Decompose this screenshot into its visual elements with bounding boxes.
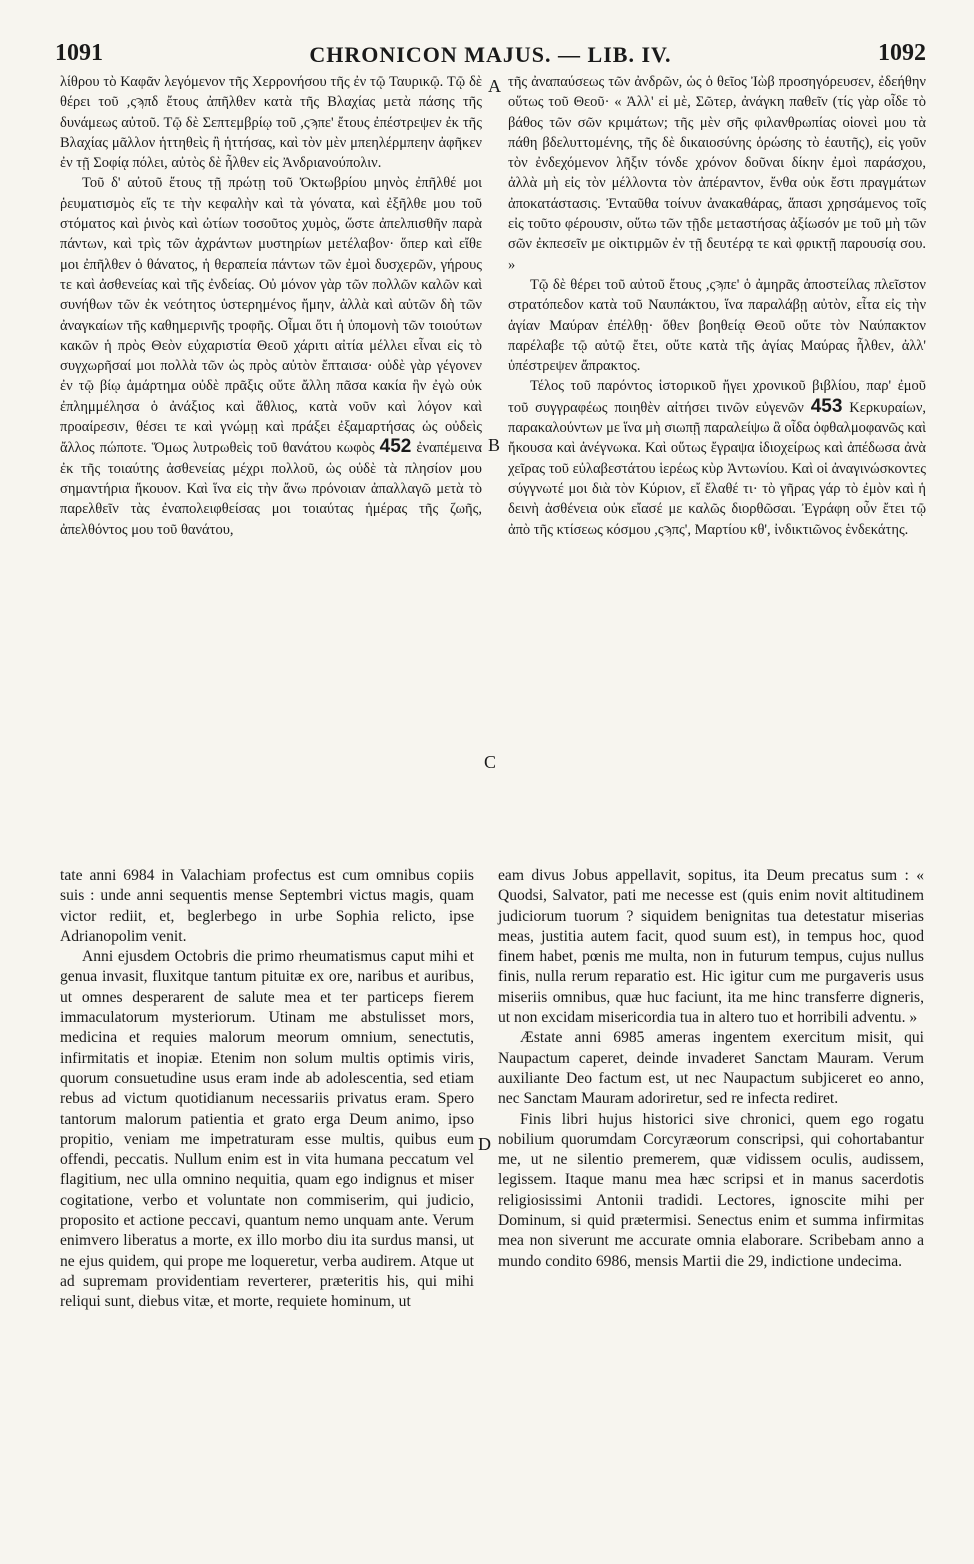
column-number-452: 452 <box>379 436 412 458</box>
latin-text-left-column <box>60 866 474 1313</box>
latin-right-paragraph-1: eam divus Jobus appellavit, sopitus, ita Deum precatus sum : « Quodsi, Salvator, pati me necesse est (quis enim novit altitudinem judiciorum tuorum ? siquidem benignitas tua detestatur miserias meas, justitia autem facit, quod suum est), in tempus hoc, quod finem habet, pœnis me multa, non in futurum tempus, cujus nullus finis, nulla rerum reparatio est. Hic igitur cum me purgaveris usus miseriis omnibus, quæ huc faciunt, ita me hinc transferre digneris, ut non excidam misericordia tua in altero tuo et horribili adventu. » <box>498 867 924 1027</box>
greek-right-paragraph-1: τῆς ἀναπαύσεως τῶν ἀνδρῶν, ὡς ὁ θεῖος Ἰὼβ προσηγόρευσεν, ἐδεήθην οὕτως τοῦ Θεοῦ· « Ἀλλ' εἰ μὲ, Σῶτερ, ἀνάγκη παθεῖν (τίς γὰρ οἶδε τὸ βάθος τῶν σῶν κριμάτων; τῆς μὲν σῆς φιλανθρωπίας οἱονεὶ μου τὰ πάθη βδελυττομένης, τῆς δὲ δικαιοσύνης ὁρώσης τὸ ἑαυτῆς), εἰς γοῦν τὸν ἐνδεχόμενον λῆξιν τόνδε χρόνον δοῦναι δίκην ἐμοὶ παράσχου, ἀλλὰ μὴ εἰς τὸν μέλλοντα τὸν ἀπέραντον, ἔνθα οὐκ ἔστι πραγμάτων ἀποκατάστασις. Ἐνταῦθα τοίνυν ἀνακαθάρας, ἅπασι χρησάμενος τοῖς εἰς τοῦτο φέρουσιν, οὕτω τῶν τῇδε μεταστήσας ἀξίωσόν με τοῦ μὴ τῶν σῶν ἐκπεσεῖν με οἰκτιρμῶν ἐν τῇ δευτέρᾳ τε καὶ φρικτῇ παρουσίᾳ σου. » <box>508 74 926 273</box>
page-number-right: 1092 <box>878 40 926 66</box>
margin-marker-d: D <box>478 1134 491 1154</box>
greek-right-paragraph-3-a: Τέλος τοῦ παρόντος ἱστορικοῦ ἤγει χρονικοῦ βιβλίου, παρ' ἐμοῦ τοῦ συγγραφέως ποιηθὲν αἰτήσει τινῶν εὐγενῶν <box>508 378 926 416</box>
greek-left-paragraph-2 <box>60 173 482 539</box>
column-number-453: 453 <box>810 395 843 417</box>
greek-right-paragraph-3 <box>508 376 926 539</box>
greek-right-paragraph-2: Τῷ δὲ θέρει τοῦ αὐτοῦ ἔτους ,ςϡπε' ὁ ἀμηρᾶς ἀποστείλας πλεῖστον στρατόπεδον κατὰ τοῦ Ναυπάκτου, ἵνα παραλάβῃ αὐτὸν, εἶτα εἰς τὴν ἁγίαν Μαύραν ἐπέλθῃ· ὅθεν βοηθείᾳ Θεοῦ οὔτε τὸν Ναύπακτον παρέλαβε τῷ αὐτῷ ἔτει, οὔτε κατὰ τῆς ἁγίας Μαύρας ἦλθεν, ἀλλ' ὑπέστρεψεν ἄπρακτος. <box>508 276 926 375</box>
greek-text-right-column <box>508 72 926 540</box>
margin-marker-a: A <box>488 76 501 96</box>
margin-marker-b: B <box>488 435 501 455</box>
greek-text-left-column <box>60 72 482 540</box>
latin-text-right-column <box>498 866 924 1272</box>
margin-marker-c: C <box>484 752 497 772</box>
greek-left-paragraph-2-a: Τοῦ δ' αὐτοῦ ἔτους τῇ πρώτῃ τοῦ Ὀκτωβρίου μηνὸς ἐπῆλθέ μοι ῥευματισμὸς εἴς τε τὴν κεφαλὴν καὶ τὰ γόνατα, καὶ ἐξῆλθε μου τοῦ στόματος καὶ ῥινὸς καὶ ὠτίων τοσοῦτος χυμὸς, ὥστε ἀπελπισθῆν παρὰ πάντων, καὶ τρὶς τῶν ἀχράντων μυστηρίων μετέλαβον· ὅπερ καὶ εἴθε μοι ἐπῆλθεν ὁ θάνατος, ἡ θεραπεία πάντων τῶν ἐμοὶ δυσχερῶν, γήρους τε καὶ ἀσθενείας καὶ τῆς ἐνδείας. Οὐ μόνον γὰρ τῶν πολλῶν καλῶν καὶ συνήθων τῶν ἐκ νεότητος ὑστερημένος ἤμην, ἀλλὰ καὶ αὐτῶν δὴ τῶν ἀναγκαίων τῆς καθημερινῆς τροφῆς. Οἶμαι ὅτι ἡ ὑπομονὴ τῶν τοιούτων κακῶν ἡ πρὸς Θεὸν εὐχαριστία Θεοῦ χάριτι αἰτία μέλλει εἶναι εἰς τὸ συγχωρῆσαί μοι πολλὰ τῶν ὡς πρὸς αὐτὸν ἔπταισα· οὐδὲ γὰρ γέγονεν ἐν τῷ βίῳ ἁμάρτημα οὐδὲ πρᾶξις οὔτε ἄλλη πᾶσα κακία ἣν ἐγὼ οὐκ ἐπλημμέλησα ὁ ἀνάξιος καὶ ἄθλιος, κατὰ νοῦν καὶ λόγον καὶ προαίρεσιν, θέσει τε καὶ γνώμῃ καὶ πράξει ἐξαμαρτήσας ὡς οὐδεὶς ἄλλος πώποτε. Ὅμως λυτρωθεὶς τοῦ θανάτου κωφὸς <box>60 175 482 457</box>
latin-right-paragraph-3: Finis libri hujus historici sive chronici, quem ego rogatu nobilium quorumdam Corcyræorum conscripsi, qui cohortabantur me, ut ne silentio premerem, quæ vidissem oculis, audissem, legissem. Itaque manu mea hæc scripsi et in manus sacerdotis religiosissimi Antonii tradidi. Lectores, ignoscite mihi per Dominum, si quid prætermisi. Senectus enim et summa infirmitas mea non siverunt me accurate omnia elaborare. Scribebam anno a mundo condito 6986, mensis Martii die 29, indictione undecima. <box>498 1110 924 1270</box>
page-number-left: 1091 <box>55 40 103 66</box>
running-title: CHRONICON MAJUS. — LIB. IV. <box>309 42 672 67</box>
latin-left-paragraph-2: Anni ejusdem Octobris die primo rheumatismus caput mihi et genua invasit, fluxitque tantum pituitæ ex ore, naribus et auribus, ut omnes desperarent de salute mea et ter particeps fierem immaculatorum mysteriorum. Utinam me abstulisset mors, medicina et requies malorum meorum omnium, senectutis, infirmitatis et inopiæ. Etenim non solum multis optimis viris, quorum consuetudine usus eram inde ab adolescentia, sed etiam rebus ad victum quotidianum necessariis privatus eram. Spero tantorum malorum patientia et grato erga Deum animo, ipso propitio, veniam me impetraturam esse multis, quibus eum offendi, peccatis. Nullum enim est in vita humana peccatum vel flagitium, nec ulla omnino nequitia, quam ego indignus et miser cogitatione, verbo et voluntate non commiserim, qui judicio, proposito et actione peccavi, quantum nemo unquam ante. Verum enimvero liberatus a morte, ex illo morbo diu ita surdus mansi, ut ne ejus quidem, qui prope me loqueretur, verba audirem. Atque ut ad supremam providentiam reverterer, præteritis his, qui mihi reliqui sunt, diebus vitæ, et morte, requiete hominum, ut <box>60 948 474 1311</box>
greek-left-paragraph-1: λίθρου τὸ Καφᾶν λεγόμενον τῆς Χερρονήσου τῆς ἐν τῷ Ταυρικῷ. Τῷ δὲ θέρει τοῦ ,ςϡπδ ἔτους ἀπῆλθεν κατὰ τῆς Βλαχίας μετὰ πάσης τῆς δυνάμεως αὐτοῦ. Τῷ δὲ Σεπτεμβρίῳ τοῦ ,ςϡπε' ἔτους ἐπέστρεψεν ἐκ τῆς Βλαχίας μᾶλλον ἡττηθεὶς ἢ ἡττήσας, καὶ τὸν μὲν μπεηλέρμπεην ἀφῆκεν ἐν τῇ Σοφίᾳ πόλει, αὐτὸς δὲ ἦλθεν εἰς Ἀνδριανούπολιν. <box>60 74 482 172</box>
greek-right-paragraph-3-b: Κερκυραίων, παρακαλούντων με ἵνα μὴ σιωπῇ παραλείψω ἃ οἶδα ὀφθαλμοφανῶς καὶ ἤκουσα καὶ ἀνέγνωκα. Καὶ οὕτως ἔγραψα ἰδιοχείρως καὶ ἀπέδωσα ἀνὰ χεῖρας τοῦ εὐλαβεστάτου ἱερέως κὺρ Ἀντωνίου. Καὶ οἱ ἀναγινώσκοντες σύγγνωτέ μοι διὰ τὸν Κύριον, εἴ ἔλαθέ τι· τὸ γῆρας γάρ τὸ ἐμὸν καὶ ἡ δεινὴ ἀσθένεια οὐκ εἴασέ με καλῶς διορθῶσαι. Ἐγράφη οὖν ἔτει τῷ ἀπὸ τῆς κτίσεως κόσμου ,ςϡπς', Μαρτίου κθ', ἰνδικτιῶνος ἑνδεκάτης. <box>508 399 927 538</box>
latin-left-paragraph-1: tate anni 6984 in Valachiam profectus est cum omnibus copiis suis : unde anni sequentis mense Septembri victus magis, quam victor rediit, et, beglerbego in urbe Sophia relicto, ipse Adrianopolim venit. <box>60 867 474 945</box>
greek-left-paragraph-2-b: ἐναπέμεινα ἐκ τῆς τοιαύτης ἀσθενείας μέχρι πολλοῦ, ὡς οὐδὲ τὰ πλησίον μου σημαντήρια ἤκουον. Καὶ ἵνα εἰς τὴν ἄνω πρόνοιαν ἀπαλλαγῶ μετὰ τὸ παρελθεῖν τὰς ἐναπολειφθείσας μοι τοιαύτας ἡμέρας τῆς ζωῆς, ἀπελθόντος μου τοῦ θανάτου, <box>60 440 482 538</box>
latin-right-paragraph-2: Æstate anni 6985 ameras ingentem exercitum misit, qui Naupactum caperet, deinde invaderet Sanctam Mauram. Verum auxiliante Deo factum est, ut nec Naupactum subjiceret eo anno, nec Sanctam Mauram adoriretur, sed re infecta rediret. <box>498 1029 924 1108</box>
page-header <box>55 40 926 70</box>
